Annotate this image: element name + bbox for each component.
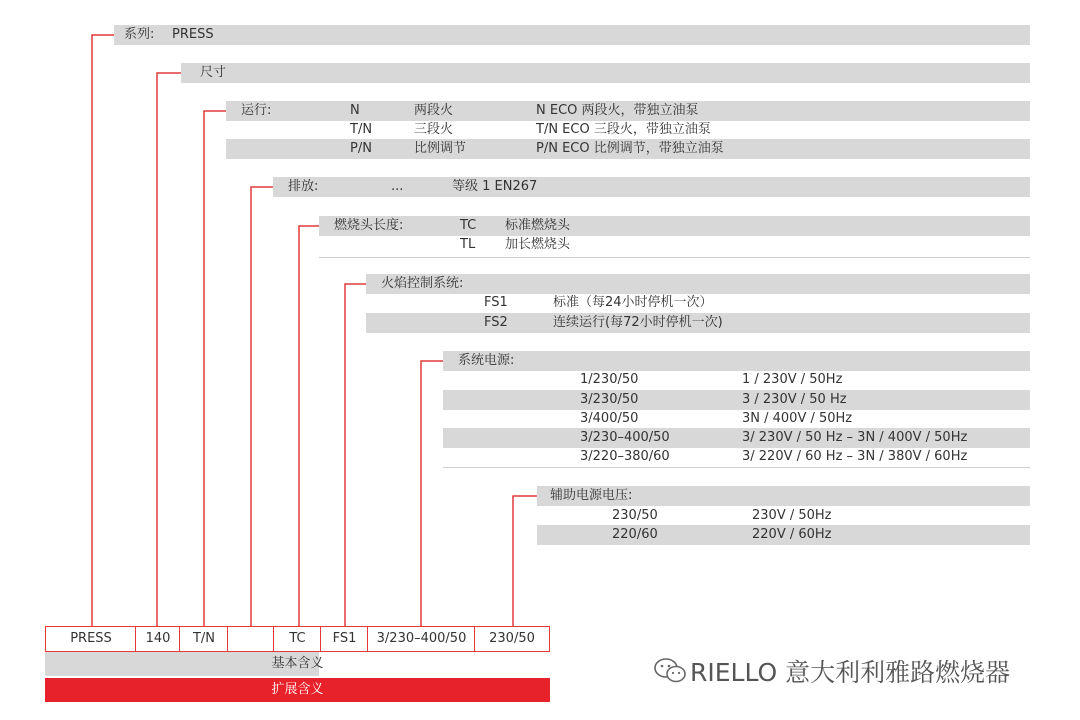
head-length-label: 燃烧头长度:	[334, 218, 404, 233]
connector-head-length	[299, 226, 319, 626]
emission-label: 排放:	[288, 179, 319, 194]
connector-emission	[251, 187, 273, 626]
aux-voltage-desc: 220V / 60Hz	[752, 527, 832, 542]
operation-code-pn: P/N	[350, 141, 372, 156]
code-box-series: PRESS	[45, 626, 137, 652]
operation-eco-n: N ECO 两段火，带独立油泵	[536, 103, 699, 118]
emission-band	[273, 177, 1030, 197]
size-label: 尺寸	[200, 65, 227, 80]
code-box-operation: T/N	[179, 626, 229, 652]
power-supply-desc: 3 / 230V / 50 Hz	[742, 392, 847, 407]
power-supply-desc: 1 / 230V / 50Hz	[742, 372, 843, 387]
series-value: PRESS	[172, 27, 214, 42]
head-length-code-tl: TL	[460, 237, 476, 252]
power-supply-code: 1/230/50	[580, 372, 639, 387]
head-length-desc-tc: 标准燃烧头	[505, 218, 571, 233]
code-box-aux-voltage: 230/50	[474, 626, 550, 652]
series-label: 系列:	[124, 27, 155, 42]
power-supply-desc: 3/ 230V / 50 Hz – 3N / 400V / 50Hz	[742, 430, 968, 445]
code-box-flame-control: FS1	[320, 626, 369, 652]
connector-flame-control	[345, 284, 366, 626]
power-supply-divider	[443, 467, 1030, 468]
emission-dots: ...	[391, 179, 404, 194]
flame-control-desc-fs2: 连续运行(每72小时停机一次)	[553, 315, 723, 330]
connector-size	[157, 73, 181, 626]
power-supply-code: 3/220–380/60	[580, 449, 670, 464]
aux-voltage-desc: 230V / 50Hz	[752, 508, 832, 523]
connector-operation	[204, 111, 226, 626]
power-supply-code: 3/230–400/50	[580, 430, 670, 445]
operation-label: 运行:	[241, 103, 272, 118]
operation-eco-pn: P/N ECO 比例调节，带独立油泵	[536, 141, 724, 156]
legend-basic-text: 基本含义	[271, 656, 324, 671]
watermark-text: RIELLO 意大利利雅路燃烧器	[690, 658, 1011, 687]
connector-series	[92, 35, 114, 626]
head-length-code-tc: TC	[460, 218, 477, 233]
code-box-size: 140	[135, 626, 181, 652]
flame-control-label: 火焰控制系统:	[381, 276, 464, 291]
aux-voltage-code: 230/50	[612, 508, 658, 523]
legend-extended-text: 扩展含义	[271, 682, 324, 697]
head-length-desc-tl: 加长燃烧头	[505, 237, 571, 252]
head-length-divider	[319, 257, 1030, 258]
size-band	[181, 63, 1030, 83]
code-box-head-length: TC	[273, 626, 322, 652]
flame-control-code-fs1: FS1	[484, 295, 508, 310]
power-supply-desc: 3/ 220V / 60 Hz – 3N / 380V / 60Hz	[742, 449, 968, 464]
operation-code-tn: T/N	[350, 122, 373, 137]
operation-desc-tn: 三段火	[414, 122, 454, 137]
operation-code-n: N	[350, 103, 360, 118]
head-length-band	[319, 216, 1030, 236]
watermark	[652, 656, 1010, 688]
power-supply-desc: 3N / 400V / 50Hz	[742, 411, 853, 426]
flame-control-desc-fs1: 标准（每24小时停机一次）	[553, 295, 713, 310]
operation-eco-tn: T/N ECO 三段火，带独立油泵	[536, 122, 711, 137]
power-supply-code: 3/230/50	[580, 392, 639, 407]
aux-voltage-label: 辅助电源电压:	[550, 488, 633, 503]
emission-value: 等级 1 EN267	[452, 179, 538, 194]
wechat-icon	[652, 656, 688, 686]
power-supply-band-1	[443, 351, 1030, 371]
power-supply-code: 3/400/50	[580, 411, 639, 426]
connector-aux-voltage	[513, 496, 537, 626]
flame-control-code-fs2: FS2	[484, 315, 508, 330]
operation-desc-n: 两段火	[414, 103, 454, 118]
code-box-power-supply: 3/230–400/50	[367, 626, 476, 652]
series-band	[114, 25, 1030, 45]
operation-desc-pn: 比例调节	[414, 141, 467, 156]
power-supply-band-3	[443, 390, 1030, 410]
power-supply-label: 系统电源:	[458, 353, 515, 368]
flame-control-band-1	[366, 274, 1030, 294]
connector-power-supply	[421, 361, 443, 626]
code-box-emission	[227, 626, 275, 652]
aux-voltage-code: 220/60	[612, 527, 658, 542]
